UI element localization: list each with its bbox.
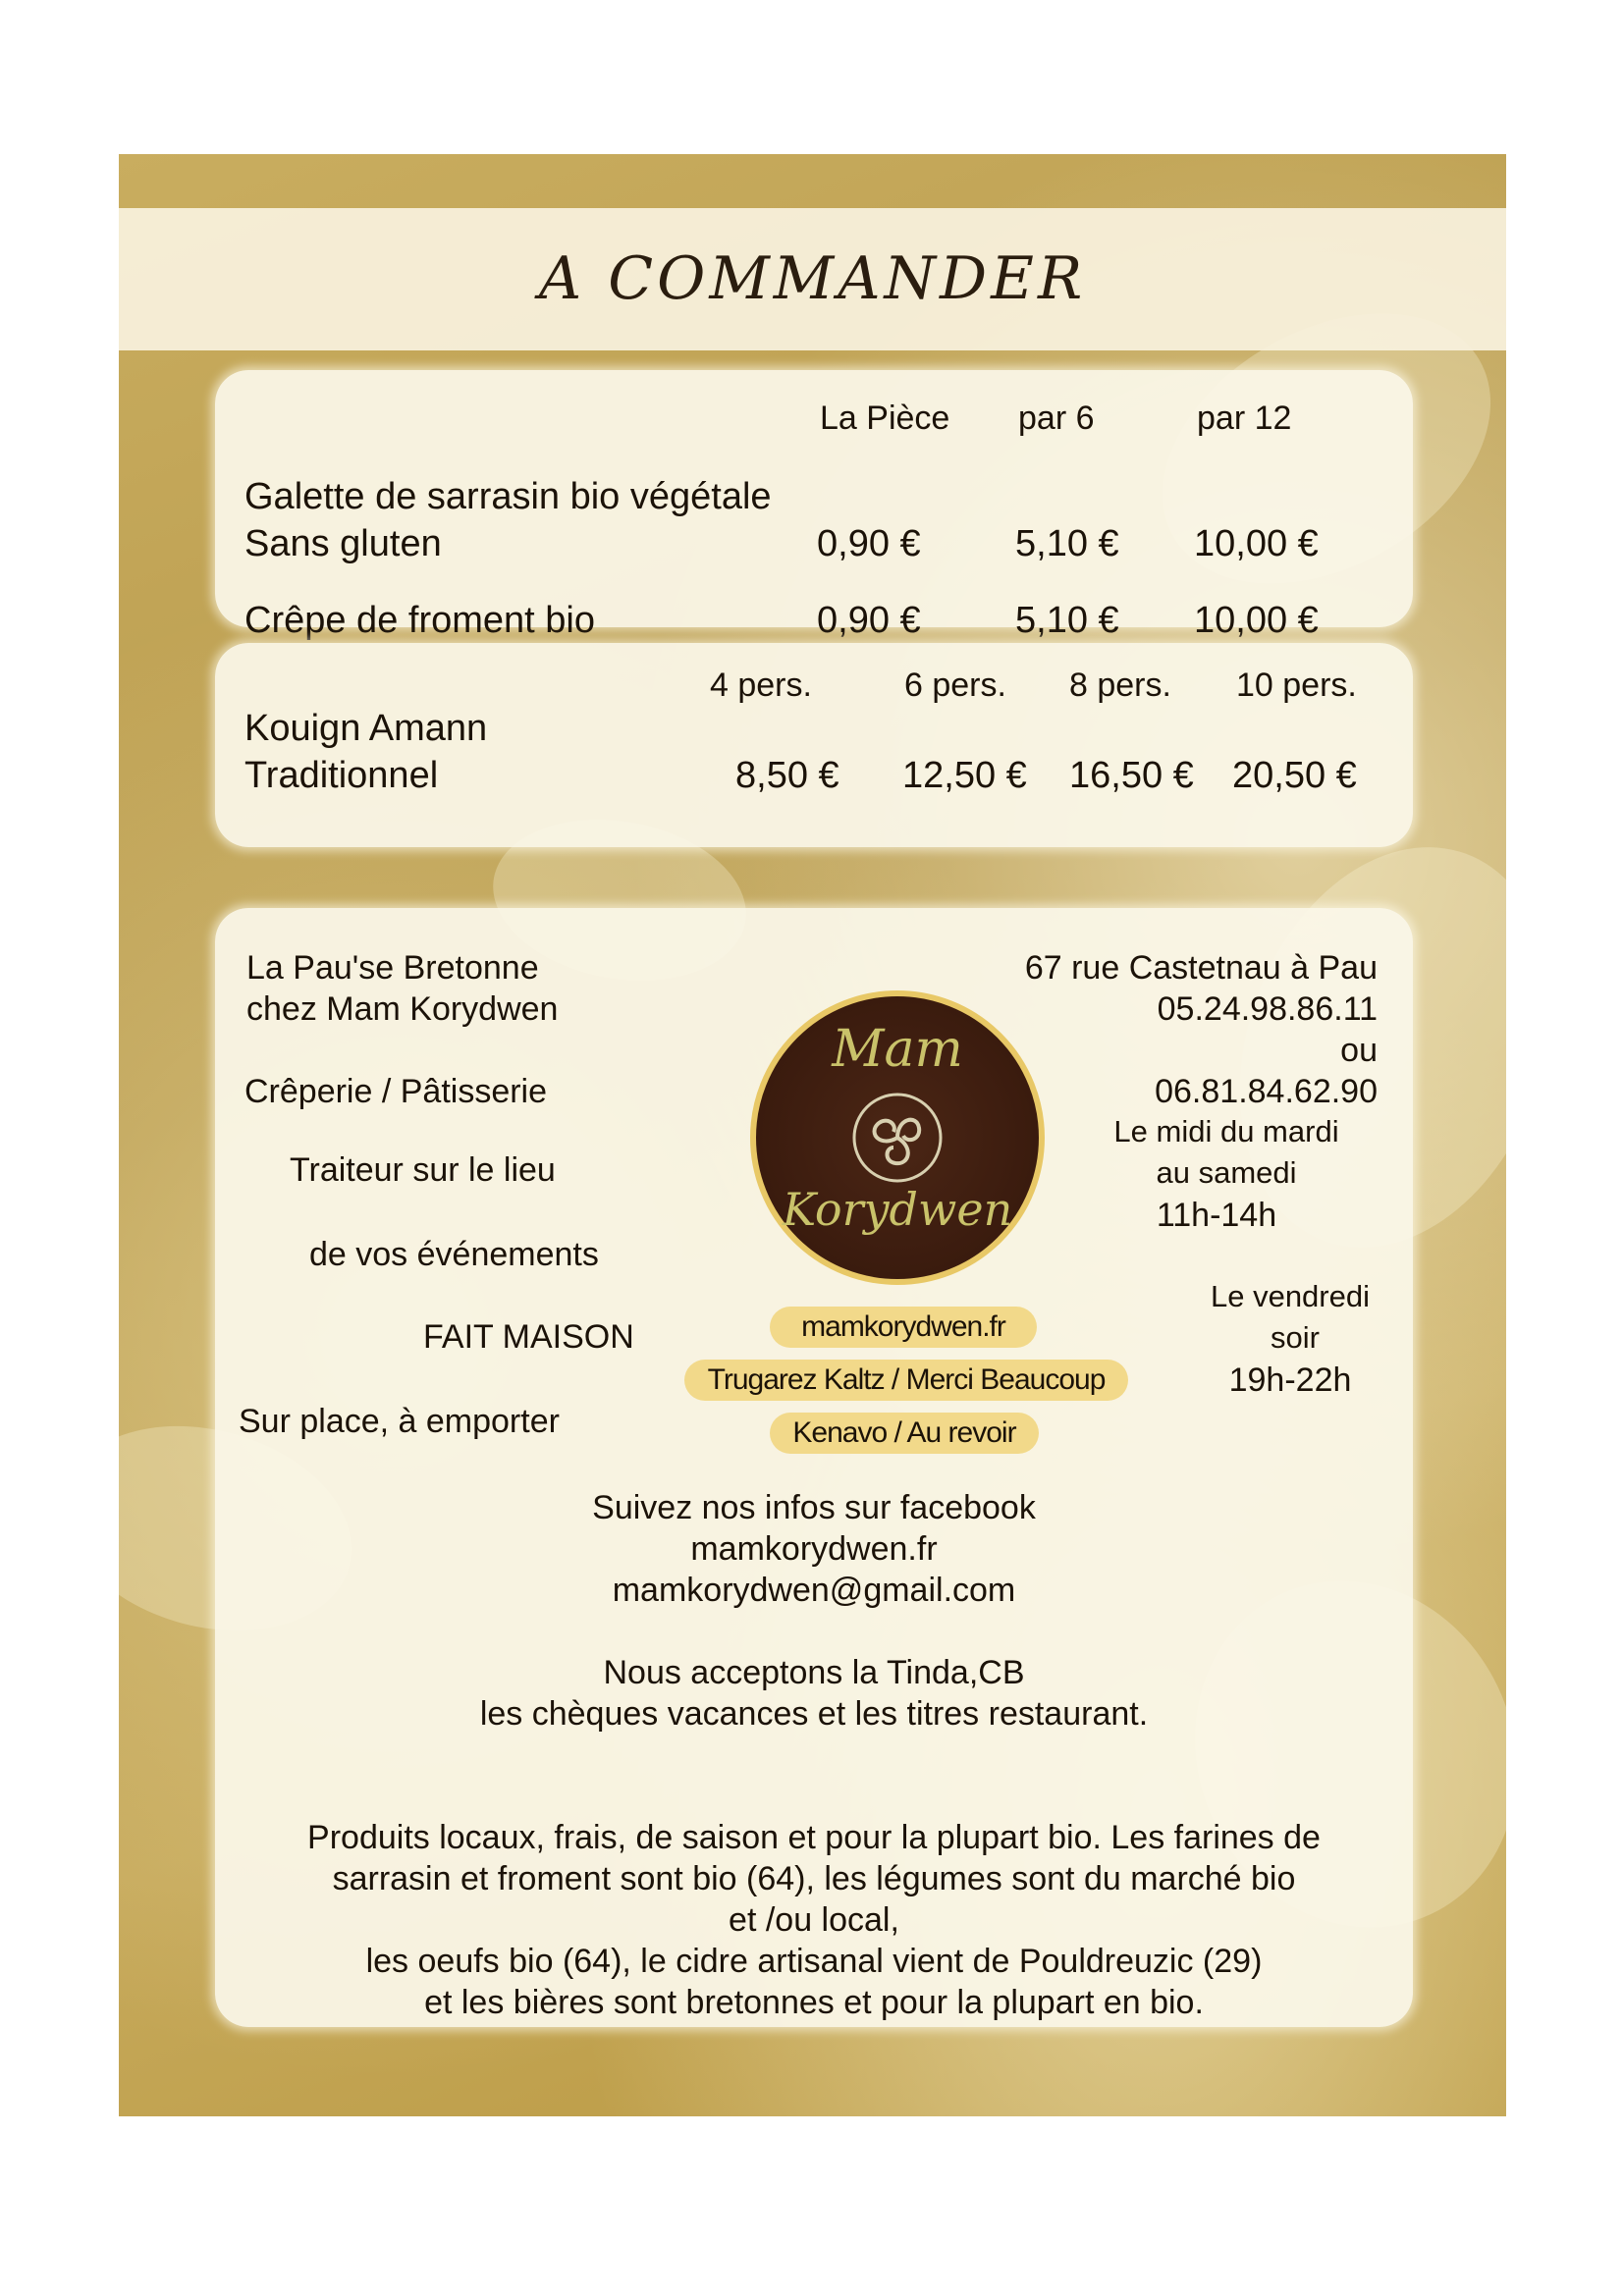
title-band xyxy=(119,208,1506,350)
item-name: Kouign Amann xyxy=(244,708,488,749)
price: 8,50 € xyxy=(735,755,839,796)
follow-text: Suivez nos infos sur facebook xyxy=(592,1489,1036,1526)
menu-card xyxy=(119,154,1506,2116)
or-text: ou xyxy=(1340,1032,1378,1069)
item-subname: Traditionnel xyxy=(244,755,439,796)
hours-label: soir xyxy=(1271,1320,1320,1355)
triskelion-icon xyxy=(848,1089,947,1187)
column-header: par 12 xyxy=(1197,400,1292,437)
thanks-pill: Trugarez Kaltz / Merci Beaucoup xyxy=(684,1360,1128,1401)
restaurant-type: Crêperie / Pâtisserie xyxy=(244,1073,548,1110)
hours-label: Le midi du mardi xyxy=(1113,1114,1339,1148)
events-text: de vos événements xyxy=(309,1236,599,1273)
phone-number[interactable]: 05.24.98.86.11 xyxy=(1157,990,1378,1028)
price: 0,90 € xyxy=(817,600,921,641)
price: 0,90 € xyxy=(817,523,921,564)
payment-text: Nous acceptons la Tinda,CB xyxy=(603,1654,1025,1691)
produits-text: les oeufs bio (64), le cidre artisanal vient de Pouldreuzic (29) xyxy=(365,1943,1263,1980)
column-header: 6 pers. xyxy=(904,667,1006,704)
crepes-price-panel xyxy=(215,370,1413,641)
page-title: A COMMANDER xyxy=(538,244,1087,313)
hours-value: 11h-14h xyxy=(1156,1197,1277,1234)
payment-text: les chèques vacances et les titres restaurant. xyxy=(479,1695,1149,1733)
email-link[interactable]: mamkorydwen@gmail.com xyxy=(612,1572,1016,1609)
website-pill[interactable]: mamkorydwen.fr xyxy=(770,1307,1037,1348)
column-header: 10 pers. xyxy=(1236,667,1357,704)
item-name: Crêpe de froment bio xyxy=(244,600,595,641)
price: 5,10 € xyxy=(1015,600,1119,641)
website-link[interactable]: mamkorydwen.fr xyxy=(690,1530,938,1568)
price: 20,50 € xyxy=(1232,755,1357,796)
kouign-price-panel xyxy=(215,643,1413,847)
produits-text: et /ou local, xyxy=(729,1901,899,1939)
produits-text: sarrasin et froment sont bio (64), les légumes sont du marché bio xyxy=(332,1860,1296,1897)
price: 5,10 € xyxy=(1015,523,1119,564)
logo-text-top: Mam xyxy=(832,1020,963,1079)
phone-number[interactable]: 06.81.84.62.90 xyxy=(1155,1073,1378,1110)
logo-text-bottom: Korydwen xyxy=(782,1183,1013,1236)
price: 12,50 € xyxy=(902,755,1027,796)
hours-value: 19h-22h xyxy=(1228,1362,1352,1399)
logo xyxy=(750,990,1045,1285)
column-header: 4 pers. xyxy=(710,667,812,704)
price: 10,00 € xyxy=(1194,523,1319,564)
produits-text: et les bières sont bretonnes et pour la plupart en bio. xyxy=(424,1984,1204,2021)
item-subname: Sans gluten xyxy=(244,523,442,564)
restaurant-name: La Pau'se Bretonne xyxy=(246,949,539,987)
goodbye-pill: Kenavo / Au revoir xyxy=(770,1413,1039,1454)
column-header: par 6 xyxy=(1018,400,1095,437)
traiteur-text: Traiteur sur le lieu xyxy=(290,1151,556,1189)
price: 16,50 € xyxy=(1069,755,1194,796)
restaurant-subname: chez Mam Korydwen xyxy=(246,990,559,1028)
produits-text: Produits locaux, frais, de saison et pour la plupart bio. Les farines de xyxy=(307,1819,1321,1856)
column-header: 8 pers. xyxy=(1069,667,1171,704)
hours-label: au samedi xyxy=(1156,1155,1297,1190)
item-name: Galette de sarrasin bio végétale xyxy=(244,476,772,517)
address: 67 rue Castetnau à Pau xyxy=(1024,949,1378,987)
hours-label: Le vendredi xyxy=(1210,1279,1370,1313)
sur-place-text: Sur place, à emporter xyxy=(239,1403,560,1440)
fait-maison-text: FAIT MAISON xyxy=(423,1318,634,1356)
column-header: La Pièce xyxy=(820,400,950,437)
price: 10,00 € xyxy=(1194,600,1319,641)
